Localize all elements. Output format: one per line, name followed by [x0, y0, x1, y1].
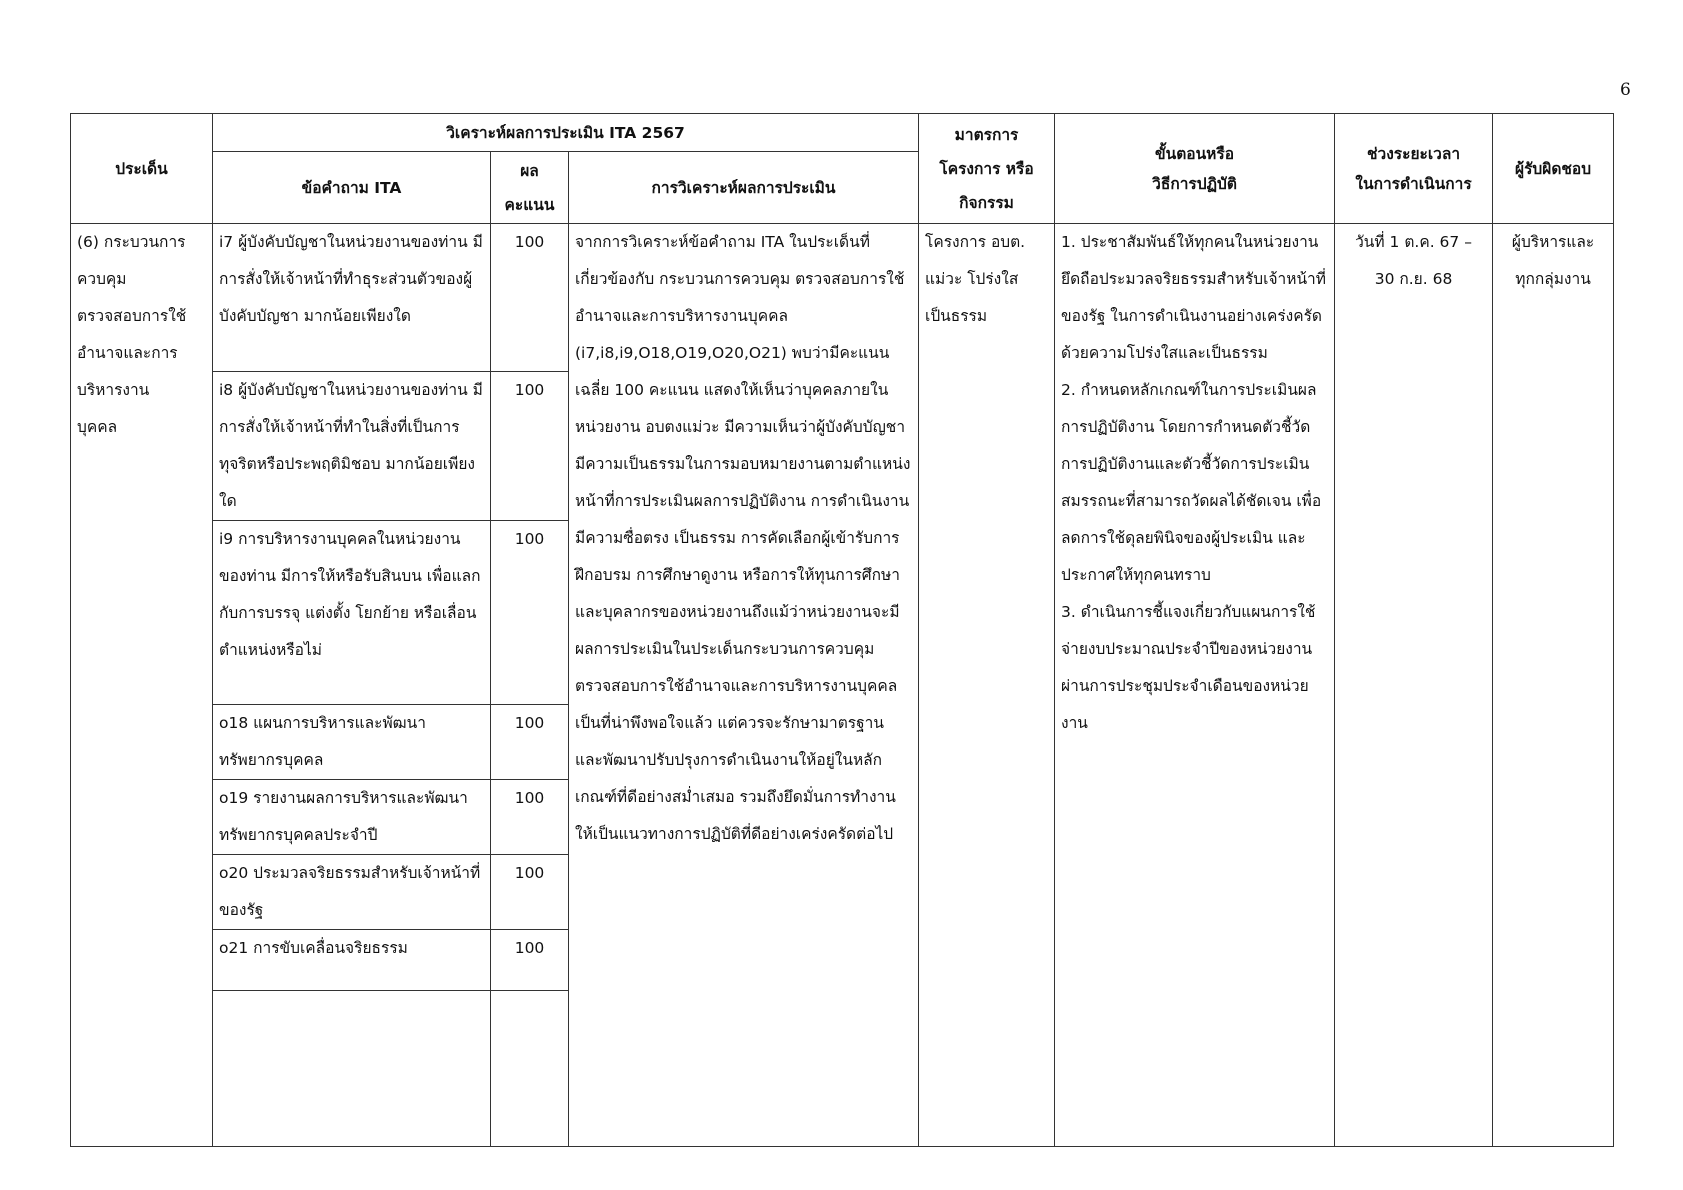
- header-question: ข้อคำถาม ITA: [213, 152, 491, 224]
- header-responsible: ผู้รับผิดชอบ: [1493, 114, 1614, 224]
- score-o21: 100: [491, 930, 569, 991]
- question-o19: o19 รายงานผลการบริหารและพัฒนาทรัพยากรบุคคลประจำปี: [213, 780, 491, 855]
- procedure-cell: 1. ประชาสัมพันธ์ให้ทุกคนในหน่วยงาน ยึดถือประมวลจริยธรรมสำหรับเจ้าหน้าที่ของรัฐ ในการดำเนินงานอย่างเคร่งครัด ด้วยความโปร่งใสและเป็นธรรม 2. กำหนดหลักเกณฑ์ในการประเมินผลการปฏิบัติงาน โดยการกำหนดตัวชี้วัดการปฏิบัติงานและตัวชี้วัดการประเมินสมรรถนะที่สามารถวัดผลได้ชัดเจน เพื่อลดการใช้ดุลยพินิจของผู้ประเมิน และประกาศให้ทุกคนทราบ 3. ดำเนินการชี้แจงเกี่ยวกับแผนการใช้จ่ายงบประมาณประจำปีของหน่วยงาน ผ่านการประชุมประจำเดือนของหน่วยงาน: [1055, 224, 1335, 1147]
- page-number: 6: [1620, 80, 1631, 100]
- analysis-cell: จากการวิเคราะห์ข้อคำถาม ITA ในประเด็นที่เกี่ยวข้องกับ กระบวนการควบคุม ตรวจสอบการใช้อำนาจและการบริหารงานบุคคล (i7,i8,i9,O18,O19,O20,O21) พบว่ามีคะแนนเฉลี่ย 100 คะแนน แสดงให้เห็นว่าบุคคลภายในหน่วยงาน อบตงแม่วะ มีความเห็นว่าผู้บังคับบัญชามีความเป็นธรรมในการมอบหมายงานตามตำแหน่งหน้าที่การประเมินผลการปฏิบัติงาน การดำเนินงานมีความซื่อตรง เป็นธรรม การคัดเลือกผู้เข้ารับการฝึกอบรม การศึกษาดูงาน หรือการให้ทุนการศึกษาและบุคลากรของหน่วยงานถึงแม้ว่าหน่วยงานจะมีผลการประเมินในประเด็นกระบวนการควบคุม ตรวจสอบการใช้อำนาจและการบริหารงานบุคคลเป็นที่น่าพึงพอใจแล้ว แต่ควรจะรักษามาตรฐาน และพัฒนาปรับปรุงการดำเนินงานให้อยู่ในหลักเกณฑ์ที่ดีอย่างสม่ำเสมอ รวมถึงยึดมั่นการทำงานให้เป็นแนวทางการปฏิบัติที่ดีอย่างเคร่งครัดต่อไป: [569, 224, 919, 1147]
- question-i7: i7 ผู้บังคับบัญชาในหน่วยงานของท่าน มีการสั่งให้เจ้าหน้าที่ทำธุระส่วนตัวของผู้บังคับบัญชา มากน้อยเพียงใด: [213, 224, 491, 372]
- header-score: ผล คะแนน: [491, 152, 569, 224]
- score-o19: 100: [491, 780, 569, 855]
- question-i9: i9 การบริหารงานบุคคลในหน่วยงานของท่าน มีการให้หรือรับสินบน เพื่อแลกกับการบรรจุ แต่งตั้ง โยกย้าย หรือเลื่อนตำแหน่งหรือไม่: [213, 521, 491, 705]
- question-i8: i8 ผู้บังคับบัญชาในหน่วยงานของท่าน มีการสั่งให้เจ้าหน้าที่ทำในสิ่งที่เป็นการทุจริตหรือประพฤติมิชอบ มากน้อยเพียงใด: [213, 372, 491, 521]
- responsible-cell: ผู้บริหารและ ทุกกลุ่มงาน: [1493, 224, 1614, 1147]
- header-issue: ประเด็น: [71, 114, 213, 224]
- score-i7: 100: [491, 224, 569, 372]
- question-o21: o21 การขับเคลื่อนจริยธรรม: [213, 930, 491, 991]
- question-o20: o20 ประมวลจริยธรรมสำหรับเจ้าหน้าที่ของรัฐ: [213, 855, 491, 930]
- score-i8: 100: [491, 372, 569, 521]
- score-i9: 100: [491, 521, 569, 705]
- header-analysis: การวิเคราะห์ผลการประเมิน: [569, 152, 919, 224]
- header-period: ช่วงระยะเวลา ในการดำเนินการ: [1335, 114, 1493, 224]
- score-o18: 100: [491, 705, 569, 780]
- question-empty: [213, 991, 491, 1147]
- question-o18: o18 แผนการบริหารและพัฒนาทรัพยากรบุคคล: [213, 705, 491, 780]
- header-analysis-group: วิเคราะห์ผลการประเมิน ITA 2567: [213, 114, 919, 152]
- period-cell: วันที่ 1 ต.ค. 67 – 30 ก.ย. 68: [1335, 224, 1493, 1147]
- ita-analysis-table: [70, 113, 1614, 1147]
- header-measure: มาตรการ โครงการ หรือ กิจกรรม: [919, 114, 1055, 224]
- header-procedure: ขั้นตอนหรือ วิธีการปฏิบัติ: [1055, 114, 1335, 224]
- score-empty: [491, 991, 569, 1147]
- score-o20: 100: [491, 855, 569, 930]
- measure-cell: โครงการ อบต. แม่วะ โปร่งใส เป็นธรรม: [919, 224, 1055, 1147]
- issue-cell: (6) กระบวนการควบคุม ตรวจสอบการใช้ อำนาจและการ บริหารงาน บุคคล: [71, 224, 213, 1147]
